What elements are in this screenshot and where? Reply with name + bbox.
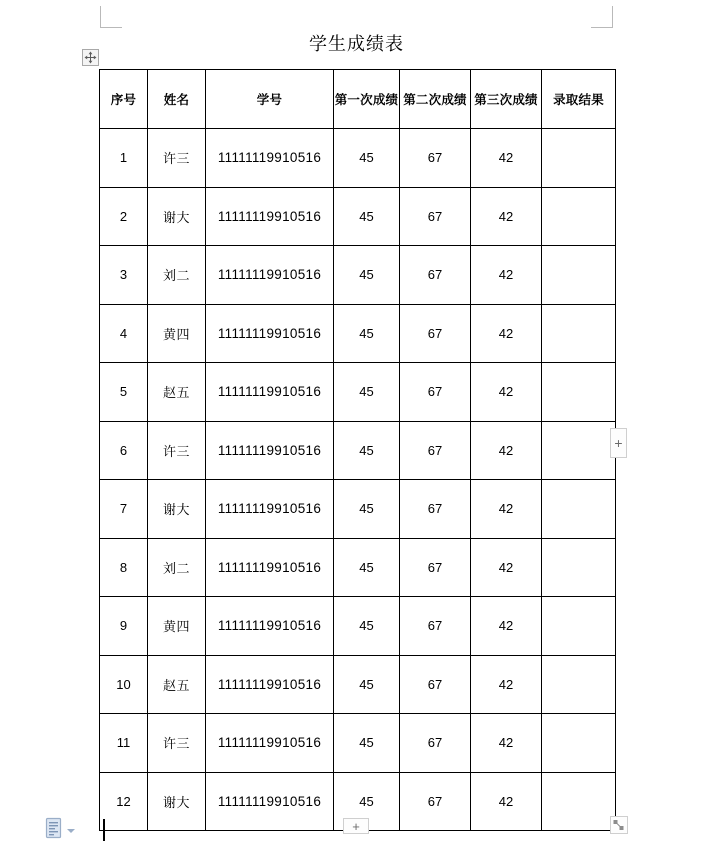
cell-name[interactable]: 赵五: [148, 655, 206, 714]
cell-score-2[interactable]: 67: [400, 655, 471, 714]
cell-result[interactable]: [542, 363, 616, 422]
cell-result[interactable]: [542, 480, 616, 539]
cell-score-3[interactable]: 42: [471, 772, 542, 831]
cell-index[interactable]: 12: [100, 772, 148, 831]
paste-options-button[interactable]: [44, 817, 75, 844]
cell-name[interactable]: 赵五: [148, 363, 206, 422]
cell-index[interactable]: 11: [100, 714, 148, 773]
chevron-down-icon: [67, 829, 75, 833]
cell-student-id[interactable]: 11111119910516: [206, 304, 334, 363]
table-header-row: [100, 70, 616, 129]
cell-score-1[interactable]: 45: [334, 363, 400, 422]
cell-score-3[interactable]: 42: [471, 655, 542, 714]
cell-name[interactable]: 许三: [148, 421, 206, 480]
table-row[interactable]: [100, 597, 616, 656]
cell-score-3[interactable]: 42: [471, 304, 542, 363]
cell-student-id[interactable]: 11111119910516: [206, 597, 334, 656]
cell-name[interactable]: 黄四: [148, 304, 206, 363]
table-row[interactable]: [100, 655, 616, 714]
table-row[interactable]: [100, 304, 616, 363]
cell-student-id[interactable]: 11111119910516: [206, 187, 334, 246]
cell-index[interactable]: 2: [100, 187, 148, 246]
cell-score-1[interactable]: 45: [334, 597, 400, 656]
cell-name[interactable]: 谢大: [148, 187, 206, 246]
cell-result[interactable]: [542, 129, 616, 188]
cell-result[interactable]: [542, 421, 616, 480]
cell-result[interactable]: [542, 772, 616, 831]
table-row[interactable]: [100, 421, 616, 480]
cell-score-3[interactable]: 42: [471, 421, 542, 480]
cell-score-1[interactable]: 45: [334, 714, 400, 773]
cell-score-2[interactable]: 67: [400, 421, 471, 480]
paste-options-icon: [44, 817, 63, 844]
table-row[interactable]: [100, 714, 616, 773]
cell-result[interactable]: [542, 246, 616, 305]
cell-score-1[interactable]: 45: [334, 246, 400, 305]
cell-score-2[interactable]: 67: [400, 363, 471, 422]
cell-score-2[interactable]: 67: [400, 246, 471, 305]
table-resize-handle[interactable]: [610, 816, 628, 834]
cell-index[interactable]: 6: [100, 421, 148, 480]
cell-score-3[interactable]: 42: [471, 129, 542, 188]
grade-table[interactable]: [99, 69, 616, 831]
page-margin-mark-top-left: [100, 6, 122, 28]
column-header-score-1[interactable]: 第一次成绩: [334, 70, 400, 129]
column-header-score-2[interactable]: 第二次成绩: [400, 70, 471, 129]
add-row-button[interactable]: +: [343, 818, 369, 834]
cell-result[interactable]: [542, 597, 616, 656]
cell-student-id[interactable]: 11111119910516: [206, 714, 334, 773]
cell-score-1[interactable]: 45: [334, 772, 400, 831]
page-margin-mark-top-right: [591, 6, 613, 28]
cell-student-id[interactable]: 11111119910516: [206, 129, 334, 188]
cell-score-3[interactable]: 42: [471, 246, 542, 305]
cell-result[interactable]: [542, 714, 616, 773]
cell-name[interactable]: 许三: [148, 129, 206, 188]
cell-score-2[interactable]: 67: [400, 538, 471, 597]
cell-score-1[interactable]: 45: [334, 304, 400, 363]
cell-student-id[interactable]: 11111119910516: [206, 480, 334, 539]
cell-score-2[interactable]: 67: [400, 480, 471, 539]
cell-score-2[interactable]: 67: [400, 597, 471, 656]
cell-result[interactable]: [542, 655, 616, 714]
cell-student-id[interactable]: 11111119910516: [206, 772, 334, 831]
cell-student-id[interactable]: 11111119910516: [206, 246, 334, 305]
cell-student-id[interactable]: 11111119910516: [206, 538, 334, 597]
cell-score-1[interactable]: 45: [334, 421, 400, 480]
cell-score-3[interactable]: 42: [471, 187, 542, 246]
column-header-student-id[interactable]: 学号: [206, 70, 334, 129]
column-header-result[interactable]: 录取结果: [542, 70, 616, 129]
column-header-score-3[interactable]: 第三次成绩: [471, 70, 542, 129]
cell-index[interactable]: 5: [100, 363, 148, 422]
cell-name[interactable]: 刘二: [148, 538, 206, 597]
table-row[interactable]: [100, 538, 616, 597]
cell-score-2[interactable]: 67: [400, 304, 471, 363]
cell-student-id[interactable]: 11111119910516: [206, 363, 334, 422]
table-row[interactable]: [100, 187, 616, 246]
cell-score-2[interactable]: 67: [400, 129, 471, 188]
cell-score-2[interactable]: 67: [400, 772, 471, 831]
cell-score-2[interactable]: 67: [400, 187, 471, 246]
column-header-index[interactable]: 序号: [100, 70, 148, 129]
add-column-button[interactable]: +: [610, 428, 627, 458]
cell-name[interactable]: 谢大: [148, 772, 206, 831]
cell-student-id[interactable]: 11111119910516: [206, 421, 334, 480]
table-body: [100, 129, 616, 831]
column-header-name[interactable]: 姓名: [148, 70, 206, 129]
cell-name[interactable]: 刘二: [148, 246, 206, 305]
cell-index[interactable]: 1: [100, 129, 148, 188]
cell-score-3[interactable]: 42: [471, 480, 542, 539]
cell-index[interactable]: 4: [100, 304, 148, 363]
page-title: 学生成绩表: [309, 34, 404, 54]
table-row[interactable]: [100, 363, 616, 422]
cell-score-1[interactable]: 45: [334, 480, 400, 539]
text-cursor: [103, 819, 105, 841]
cell-name[interactable]: 许三: [148, 714, 206, 773]
cell-score-1[interactable]: 45: [334, 538, 400, 597]
cell-result[interactable]: [542, 538, 616, 597]
cell-index[interactable]: 7: [100, 480, 148, 539]
table-row[interactable]: [100, 246, 616, 305]
cell-name[interactable]: 黄四: [148, 597, 206, 656]
cell-index[interactable]: 10: [100, 655, 148, 714]
cell-student-id[interactable]: 11111119910516: [206, 655, 334, 714]
table-move-handle[interactable]: [82, 49, 99, 66]
cell-index[interactable]: 8: [100, 538, 148, 597]
cell-score-1[interactable]: 45: [334, 129, 400, 188]
cell-result[interactable]: [542, 187, 616, 246]
cell-score-3[interactable]: 42: [471, 714, 542, 773]
cell-score-1[interactable]: 45: [334, 187, 400, 246]
cell-name[interactable]: 谢大: [148, 480, 206, 539]
cell-index[interactable]: 3: [100, 246, 148, 305]
cell-score-2[interactable]: 67: [400, 714, 471, 773]
cell-score-3[interactable]: 42: [471, 363, 542, 422]
cell-index[interactable]: 9: [100, 597, 148, 656]
table-row[interactable]: [100, 480, 616, 539]
cell-score-3[interactable]: 42: [471, 538, 542, 597]
cell-score-3[interactable]: 42: [471, 597, 542, 656]
cell-score-1[interactable]: 45: [334, 655, 400, 714]
cell-result[interactable]: [542, 304, 616, 363]
table-row[interactable]: [100, 129, 616, 188]
